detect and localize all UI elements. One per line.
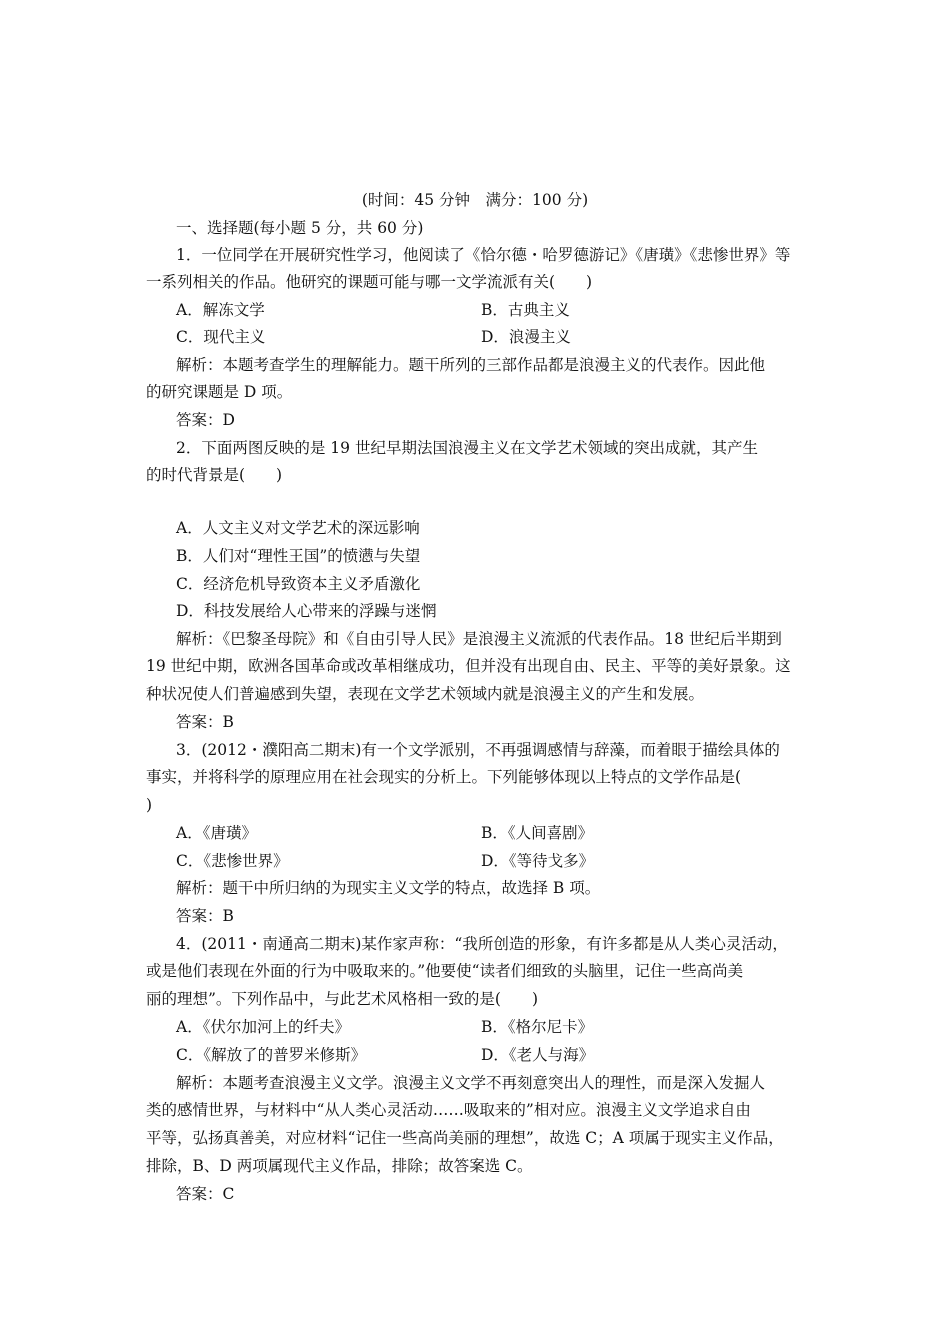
q2-option-b: B．人们对“理性王国”的愤懑与失望 [176,547,421,565]
section-title: 一、选择题(每小题 5 分，共 60 分) [176,219,424,237]
q3-option-b: B．《人间喜剧》 [481,824,594,842]
q2-option-c: C．经济危机导致资本主义矛盾激化 [176,575,421,593]
q2-analysis-line-3: 种状况使人们普遍感到失望，表现在文学艺术领域内就是浪漫主义的产生和发展。 [146,685,705,703]
q1-analysis-line-1: 解析：本题考查学生的理解能力。题干所列的三部作品都是浪漫主义的代表作。因此他 [176,356,766,374]
q4-stem-line-3: 丽的理想”。下列作品中，与此艺术风格相一致的是( ) [146,990,539,1008]
q4-analysis-line-2: 类的感情世界，与材料中“从人类心灵活动……吸取来的”相对应。浪漫主义文学追求自由 [146,1101,751,1119]
q4-option-a: A．《伏尔加河上的纤夫》 [176,1018,350,1036]
q2-analysis-line-2: 19 世纪中期，欧洲各国革命或改革相继成功，但并没有出现自由、民主、平等的美好景象。这 [146,657,791,675]
q3-stem-line-1: 3．(2012・濮阳高二期末)有一个文学派别，不再强调感情与辞藻，而着眼于描绘具体的 [176,741,780,759]
q2-option-a: A．人文主义对文学艺术的深远影响 [176,519,420,537]
q1-option-b: B．古典主义 [481,301,570,319]
q3-option-a: A．《唐璜》 [176,824,257,842]
q1-option-a: A．解冻文学 [176,301,265,319]
q1-option-d: D．浪漫主义 [481,328,571,346]
q4-option-d: D．《老人与海》 [481,1046,595,1064]
q4-stem-line-1: 4．(2011・南通高二期末)某作家声称：“我所创造的形象，有许多都是从人类心灵活动， [176,935,788,953]
q4-stem-line-2: 或是他们表现在外面的行为中吸取来的。”他要使“读者们细致的头脑里，记住一些高尚美 [146,962,744,980]
q3-option-c: C．《悲惨世界》 [176,852,289,870]
q4-option-c: C．《解放了的普罗米修斯》 [176,1046,367,1064]
q3-answer: 答案：B [176,907,234,925]
time-limit: (时间：45 分钟 满分：100 分) [361,191,589,209]
q4-option-b: B．《格尔尼卡》 [481,1018,594,1036]
q3-stem-line-3: ) [146,796,153,814]
q2-stem-line-2: 的时代背景是( ) [146,466,283,484]
q3-option-d: D．《等待戈多》 [481,852,595,870]
q3-analysis-line-1: 解析：题干中所归纳的为现实主义文学的特点，故选择 B 项。 [176,879,601,897]
q2-answer: 答案：B [176,713,234,731]
q1-stem-line-2: 一系列相关的作品。他研究的课题可能与哪一文学流派有关( ) [146,273,593,291]
q4-analysis-line-4: 排除，B、D 两项属现代主义作品，排除；故答案选 C。 [146,1157,533,1175]
q1-option-c: C．现代主义 [176,328,266,346]
q2-option-d: D．科技发展给人心带来的浮躁与迷惘 [176,602,437,620]
q2-stem-line-1: 2．下面两图反映的是 19 世纪早期法国浪漫主义在文学艺术领域的突出成就，其产生 [176,439,758,457]
q1-stem-line-1: 1．一位同学在开展研究性学习，他阅读了《恰尔德・哈罗德游记》《唐璜》《悲惨世界》等 [176,246,791,264]
q2-analysis-line-1: 解析：《巴黎圣母院》和《自由引导人民》是浪漫主义流派的代表作品。18 世纪后半期到 [176,630,782,648]
q1-analysis-line-2: 的研究课题是 D 项。 [146,383,293,401]
q4-answer: 答案：C [176,1185,235,1203]
q1-answer: 答案：D [176,411,235,429]
q4-analysis-line-1: 解析：本题考查浪漫主义文学。浪漫主义文学不再刻意突出人的理性，而是深入发掘人 [176,1074,766,1092]
q4-analysis-line-3: 平等，弘扬真善美，对应材料“记住一些高尚美丽的理想”，故选 C；A 项属于现实主义作品， [146,1129,784,1147]
q3-stem-line-2: 事实，并将科学的原理应用在社会现实的分析上。下列能够体现以上特点的文学作品是( [146,768,742,786]
